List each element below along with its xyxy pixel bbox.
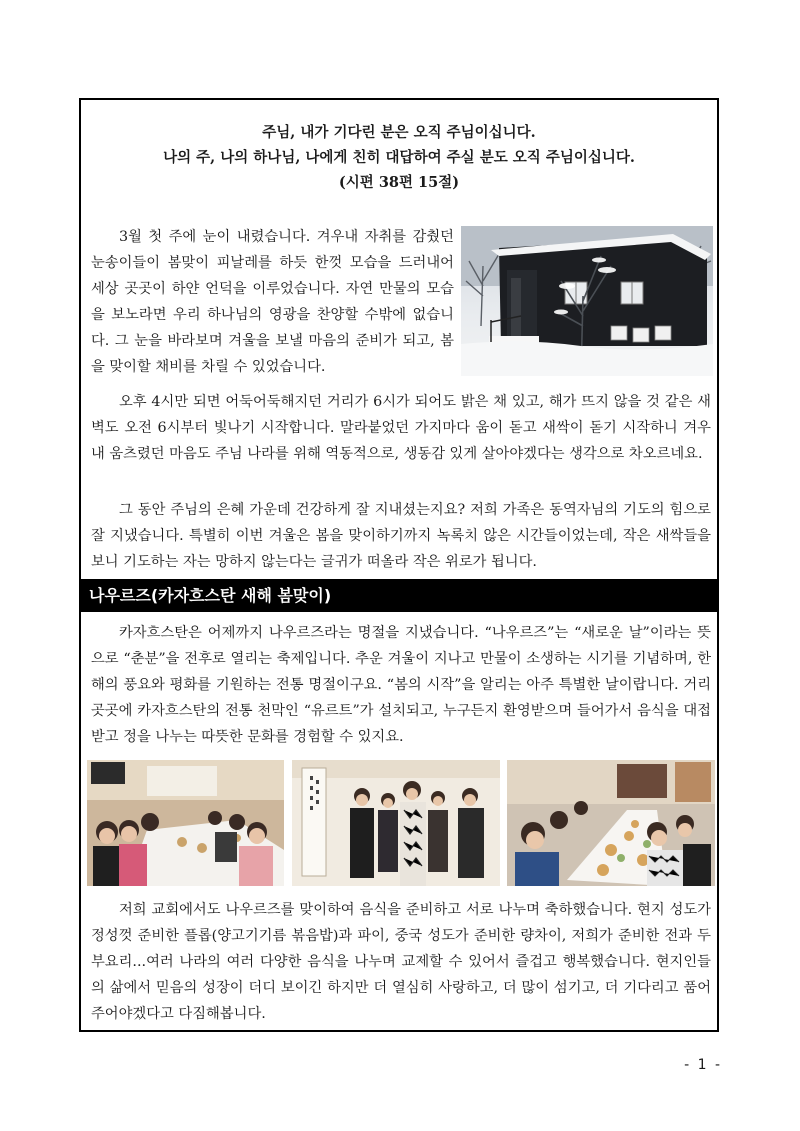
snowy-house-photo bbox=[461, 226, 713, 376]
paragraph-snow: 3월 첫 주에 눈이 내렸습니다. 겨우내 자취를 감췄던 눈송이들이 봄맞이 피날레를 하듯 한껏 모습을 드러내어 세상 곳곳이 하얀 언덕을 이루었습니다. 자연 만물의 모습을 보노라면 우리 하나님의 영광을 찬양할 수밖에 없습니다. 그 눈을 바라보며 겨울을 보낼 마음의 준비가 되고, 봄을 맞이할 채비를 차릴 수 있었습니다. bbox=[91, 229, 454, 375]
paragraph-church-celebration: 저희 교회에서도 나우르즈를 맞이하여 음식을 준비하고 서로 나누며 축하했습니다. 현지 성도가 정성껏 준비한 플롭(양고기기름 볶음밥)과 파이, 중국 성도가 준비한 량차이, 저희가 준비한 전과 두부요리...여러 나라의 여러 다양한 음식을 나누며 교제할 수 있어서 즐겁고 행복했습니다. 현지인들의 삶에서 믿음의 성장이 더디 보이긴 하지만 더 열심히 사랑하고, 더 많이 섬기고, 더 기다리고 품어주어야겠다고 다짐해봅니다. bbox=[91, 902, 711, 1022]
celebration-photo-group bbox=[292, 760, 500, 886]
bible-verse bbox=[81, 120, 717, 195]
paragraph-greeting: 그 동안 주님의 은혜 가운데 건강하게 잘 지내셨는지요? 저희 가족은 동역자님의 기도의 힘으로 잘 지냈습니다. 특별히 이번 겨울은 봄을 맞이하기까지 녹록치 않은 시간들이었는데, 작은 새싹들을 보니 기도하는 자는 망하지 않는다는 글귀가 떠올라 작은 위로가 됩니다. bbox=[91, 502, 711, 570]
verse-line-1: 주님, 내가 기다린 분은 오직 주님이십니다. bbox=[262, 124, 536, 141]
celebration-photo-dinner bbox=[507, 760, 715, 886]
verse-reference: (시편 38편 15절) bbox=[338, 174, 460, 191]
paragraph-spring-light: 오후 4시만 되면 어둑어둑해지던 거리가 6시가 되어도 밝은 채 있고, 해가 뜨지 않을 것 같은 새벽도 오전 6시부터 빛나기 시작합니다. 말라붙었던 가지마다 움이 돋고 새싹이 돋기 시작하니 겨우내 움츠렸던 마음도 주님 나라를 위해 역동적으로, 생동감 있게 살아야겠다는 생각으로 차오르네요. bbox=[91, 394, 711, 462]
celebration-photo-table bbox=[87, 760, 284, 886]
page-number: - 1 - bbox=[684, 1057, 722, 1073]
verse-line-2: 나의 주, 나의 하나님, 나에게 친히 대답하여 주실 분도 오직 주님이십니다. bbox=[163, 149, 635, 166]
section-heading: 나우르즈(카자흐스탄 새해 봄맞이) bbox=[81, 579, 717, 612]
paragraph-nauryz: 카자흐스탄은 어제까지 나우르즈라는 명절을 지냈습니다. “나우르즈”는 “새로운 날”이라는 뜻으로 “춘분”을 전후로 열리는 축제입니다. 추운 겨울이 지나고 만물이 소생하는 시기를 기념하며, 한 해의 풍요와 평화를 기원하는 전통 명절이구요. “봄의 시작”을 알리는 아주 특별한 날이랍니다. 거리 곳곳에 카자흐스탄의 전통 천막인 “유르트”가 설치되고, 누구든지 환영받으며 들어가서 음식을 대접받고 정을 나누는 따뜻한 문화를 경험할 수 있지요. bbox=[91, 625, 711, 745]
newsletter-frame bbox=[79, 98, 719, 1032]
